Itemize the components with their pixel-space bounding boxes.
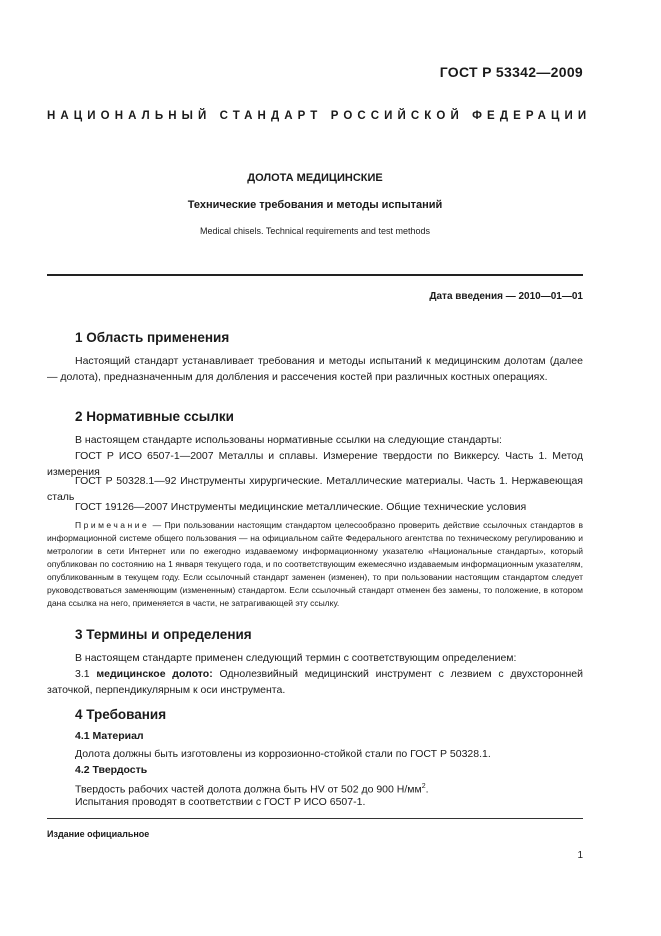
hardness-text: Твердость рабочих частей долота должна быть HV от 502 до 900 Н/мм (75, 783, 422, 796)
section-1-heading: 1 Область применения (75, 330, 230, 345)
term-name: медицинское долото: (96, 668, 213, 680)
subsection-4-2-heading: 4.2 Твердость (75, 764, 148, 776)
section-3-intro: В настоящем стандарте применен следующий термин с соответствующим определением: (75, 652, 517, 664)
term-definition-text: Однолезвийный медицинский инструмент с лезвием с двухсторонней заточкой, перпендикулярным к оси инструмента. (47, 668, 583, 696)
reference-2: ГОСТ Р 50328.1—92 Инструменты хирургические. Металлические материалы. Часть 1. Нержавеющая сталь (47, 475, 583, 503)
edition-label: Издание официальное (47, 829, 150, 839)
document-number: ГОСТ Р 53342—2009 (439, 64, 583, 80)
superscript: 2 (421, 783, 426, 790)
term-number: 3.1 (75, 668, 90, 680)
document-title: ДОЛОТА МЕДИЦИНСКИЕ (247, 172, 383, 184)
note-label: Примечание (75, 520, 150, 530)
note-text: — При пользовании настоящим стандартом целесообразно проверить действие ссылочных стандартов в информационной системе общего пользования — на официальном сайте Федерального агентства по техническому регулированию и метрологии в сети Интернет или по ежегодно издаваемому информационному указателю «Национальные стандарты», который опубликован по состоянию на 1 января текущего года, и по соответствующим ежемесячно издаваемым информационным указателям, опубликованным в текущем году. Если ссылочный стандарт заменен (изменен), то при пользовании настоящим стандартом следует руководствоваться заменяющим (измененным) стандартом. Если ссылочный стандарт отменен без замены, то положение, в котором дана ссылка на него, применяется в части, не затрагивающей эту ссылку. (47, 520, 583, 608)
subsection-4-2-test-text: Испытания проводят в соответствии с ГОСТ Р ИСО 6507-1. (75, 796, 366, 808)
document-subtitle: Технические требования и методы испытаний (187, 199, 443, 211)
note-paragraph (47, 519, 583, 610)
section-4-heading: 4 Требования (75, 707, 167, 722)
subsection-4-1-text: Долота должны быть изготовлены из коррозионно-стойкой стали по ГОСТ Р 50328.1. (75, 748, 491, 760)
reference-1: ГОСТ Р ИСО 6507-1—2007 Металлы и сплавы. Измерение твердости по Виккерсу. Часть 1. Метод измерения (47, 450, 583, 478)
section-1-text: Настоящий стандарт устанавливает требования и методы испытаний к медицинским долотам (далее — долота), предназначенным для долбления и рассечения костей при различных костных операциях. (47, 355, 583, 383)
subsection-4-1-heading: 4.1 Материал (75, 730, 144, 742)
reference-3: ГОСТ 19126—2007 Инструменты медицинские металлические. Общие технические условия (75, 501, 527, 513)
header-divider (47, 274, 583, 276)
section-3-heading: 3 Термины и определения (75, 627, 252, 642)
term-definition (47, 666, 583, 698)
section-2-intro: В настоящем стандарте использованы нормативные ссылки на следующие стандарты: (75, 434, 502, 446)
document-title-english: Medical chisels. Technical requirements and test methods (200, 226, 430, 236)
footer-divider (47, 818, 583, 819)
introduction-date: Дата введения — 2010—01—01 (429, 291, 583, 302)
page-number: 1 (577, 850, 583, 861)
hardness-text-end: . (425, 783, 429, 796)
section-2-heading: 2 Нормативные ссылки (75, 409, 234, 424)
national-standard-banner: НАЦИОНАЛЬНЫЙ СТАНДАРТ РОССИЙСКОЙ ФЕДЕРАЦИИ (47, 110, 592, 122)
